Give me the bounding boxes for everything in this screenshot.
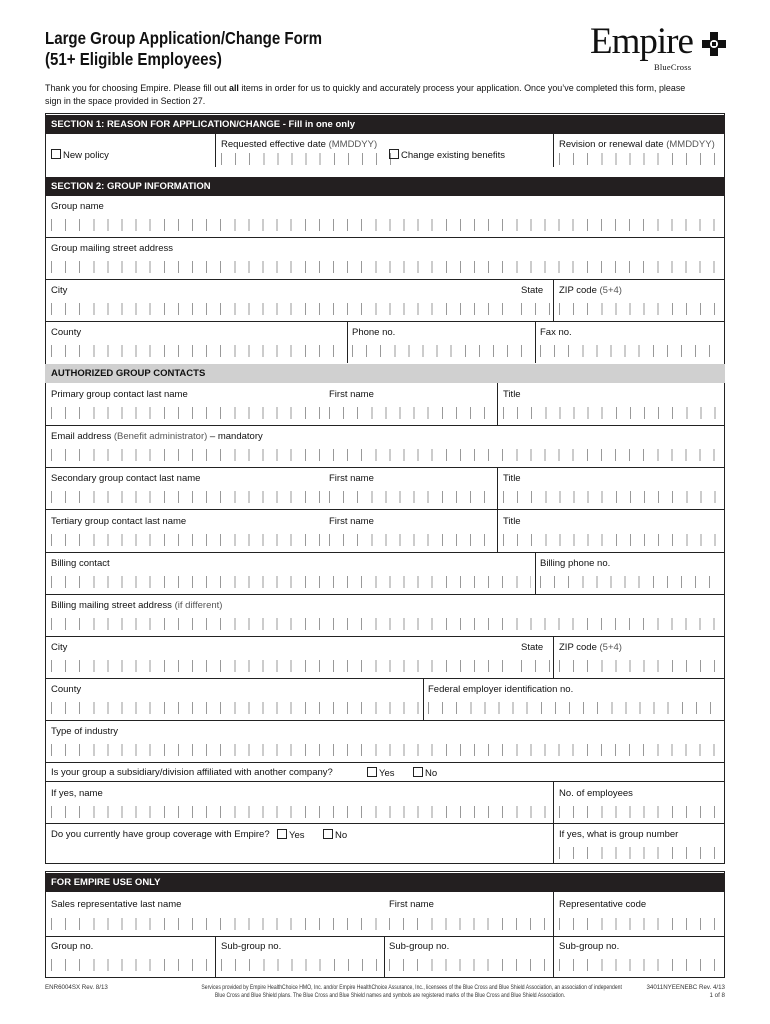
row-divider: [45, 720, 725, 721]
affiliate-name-field[interactable]: [51, 806, 549, 818]
street-label: Group mailing street address: [51, 243, 173, 254]
city-label: City: [51, 285, 68, 296]
zip-format: (5+4): [599, 285, 622, 296]
footer-disclaimer-line2: Blue Cross and Blue Shield plans. The Blue Cross and Blue Shield names and symbols are registered marks of the Blue Cross and Blue Shield Association.: [214, 992, 566, 999]
zip-text: ZIP code: [559, 285, 597, 296]
subgroup-1-field[interactable]: [221, 959, 381, 971]
county-field[interactable]: [51, 345, 341, 357]
footer-revision: 34011NYEENEBC Rev. 4/13: [646, 984, 725, 991]
date-format: (MMDDYY): [666, 139, 715, 150]
fax-label: Fax no.: [540, 327, 572, 338]
street-field[interactable]: [51, 261, 719, 273]
divider: [553, 936, 554, 978]
subgroup-1-label: Sub-group no.: [221, 941, 282, 952]
sales-first-name-field[interactable]: [389, 918, 549, 930]
row-divider: [45, 321, 725, 322]
affiliate-name-label: If yes, name: [51, 788, 103, 799]
change-benefits-checkbox[interactable]: [389, 149, 399, 159]
revision-date-label: [559, 139, 715, 151]
divider: [535, 321, 536, 363]
footer-disclaimer-line1: Services provided by Empire HealthChoice HMO, Inc. and/or Empire HealthChoice Assurance, Inc., licensees of the Blue Cross and Blue Shield Association, an association of independent: [201, 984, 622, 991]
intro-text-a: Thank you for choosing Empire. Please fill out: [45, 83, 229, 94]
footer-right: [620, 984, 725, 1000]
email-label: [51, 431, 263, 443]
secondary-last-name-field[interactable]: [51, 491, 321, 503]
coverage-yes-label: Yes: [289, 830, 305, 841]
email-note: (Benefit administrator): [113, 431, 208, 442]
form-main: [45, 113, 725, 864]
fein-field[interactable]: [428, 702, 718, 714]
billing-zip-field[interactable]: [559, 660, 719, 672]
footer-form-code: ENR6004SX Rev. 8/13: [45, 984, 108, 991]
logo-subtext: BlueCross: [654, 62, 692, 72]
coverage-no-checkbox[interactable]: [323, 829, 333, 839]
tertiary-last-name-label: Tertiary group contact last name: [51, 516, 187, 527]
divider: [497, 467, 498, 509]
title-line-1: Large Group Application/Change Form: [45, 28, 323, 48]
tertiary-first-name-label: First name: [329, 516, 374, 527]
phone-field[interactable]: [352, 345, 532, 357]
divider: [553, 781, 554, 823]
group-number-label: If yes, what is group number: [559, 829, 679, 840]
row-divider: [45, 762, 725, 763]
requested-date-field[interactable]: [221, 153, 391, 165]
section-2-header: SECTION 2: GROUP INFORMATION: [45, 177, 725, 196]
billing-zip-format: (5+4): [599, 642, 622, 653]
billing-state-label: State: [521, 642, 544, 653]
sales-first-name-label: First name: [389, 899, 434, 910]
secondary-title-label: Title: [503, 473, 521, 484]
tertiary-title-label: Title: [503, 516, 521, 527]
state-label: State: [521, 285, 544, 296]
row-divider: [45, 678, 725, 679]
row-divider: [45, 425, 725, 426]
group-name-field[interactable]: [51, 219, 719, 231]
tertiary-first-name-field[interactable]: [329, 534, 495, 546]
divider: [423, 678, 424, 720]
subsidiary-no-label: No: [425, 768, 438, 779]
state-field[interactable]: [521, 303, 551, 315]
billing-county-label: County: [51, 684, 82, 695]
subsidiary-yes-label: Yes: [379, 768, 395, 779]
coverage-question: Do you currently have group coverage with Empire?: [51, 829, 270, 840]
sales-rep-field[interactable]: [51, 918, 381, 930]
row-divider: [45, 237, 725, 238]
intro-text-bold: all: [228, 83, 239, 94]
subsidiary-no[interactable]: [413, 767, 437, 780]
rep-code-label: Representative code: [559, 899, 647, 910]
city-field[interactable]: [51, 303, 515, 315]
logo-wordmark: Empire: [590, 21, 693, 62]
requested-date-text: Requested effective date: [221, 139, 326, 150]
footer-disclaimer: [160, 984, 620, 1000]
section-1-header: SECTION 1: REASON FOR APPLICATION/CHANGE - Fill in one only: [45, 115, 725, 134]
primary-first-name-field[interactable]: [329, 407, 495, 419]
row-divider: [45, 936, 725, 937]
subgroup-3-field[interactable]: [559, 959, 719, 971]
divider: [215, 936, 216, 978]
divider: [497, 383, 498, 425]
billing-street-text: Billing mailing street address: [51, 600, 172, 611]
group-name-label: Group name: [51, 201, 104, 212]
page-number: 1 of 8: [709, 992, 725, 999]
coverage-yes-checkbox[interactable]: [277, 829, 287, 839]
change-benefits-label: Change existing benefits: [401, 150, 506, 161]
secondary-title-field[interactable]: [503, 491, 719, 503]
title-line-2: (51+ Eligible Employees): [45, 49, 222, 69]
divider: [553, 636, 554, 678]
form-title: [45, 28, 322, 70]
requested-date-label: [221, 139, 377, 151]
row-divider: [45, 279, 725, 280]
new-policy-checkbox[interactable]: [51, 149, 61, 159]
billing-contact-field[interactable]: [51, 576, 531, 588]
revision-date-field[interactable]: [559, 153, 719, 165]
coverage-no-label: No: [335, 830, 348, 841]
divider: [553, 823, 554, 864]
secondary-last-name-label: Secondary group contact last name: [51, 473, 201, 484]
divider: [553, 279, 554, 321]
row-divider: [45, 781, 725, 782]
billing-state-field[interactable]: [521, 660, 551, 672]
new-policy-option[interactable]: [51, 149, 109, 162]
num-employees-label: No. of employees: [559, 788, 633, 799]
billing-phone-label: Billing phone no.: [540, 558, 611, 569]
row-divider: [45, 636, 725, 637]
revision-date-text: Revision or renewal date: [559, 139, 664, 150]
billing-zip-label: [559, 642, 622, 654]
row-divider: [45, 552, 725, 553]
primary-first-name-label: First name: [329, 389, 374, 400]
group-no-label: Group no.: [51, 941, 94, 952]
billing-street-note: (if different): [174, 600, 223, 611]
group-no-field[interactable]: [51, 959, 211, 971]
tertiary-last-name-field[interactable]: [51, 534, 321, 546]
email-required: – mandatory: [207, 431, 263, 442]
billing-city-label: City: [51, 642, 68, 653]
phone-label: Phone no.: [352, 327, 396, 338]
primary-last-name-field[interactable]: [51, 407, 321, 419]
intro-paragraph: [45, 82, 696, 108]
billing-zip-text: ZIP code: [559, 642, 597, 653]
row-divider: [45, 467, 725, 468]
billing-phone-field[interactable]: [540, 576, 720, 588]
divider: [553, 892, 554, 936]
blue-cross-icon: [702, 32, 726, 56]
row-divider: [45, 823, 725, 824]
industry-label: Type of industry: [51, 726, 119, 737]
sales-rep-label: Sales representative last name: [51, 899, 182, 910]
subsidiary-yes-checkbox[interactable]: [367, 767, 377, 777]
billing-street-label: [51, 600, 222, 612]
billing-county-field[interactable]: [51, 702, 421, 714]
change-benefits-option[interactable]: [389, 149, 505, 162]
primary-last-name-label: Primary group contact last name: [51, 389, 188, 400]
coverage-yes[interactable]: [277, 829, 305, 842]
billing-contact-label: Billing contact: [51, 558, 110, 569]
divider: [347, 321, 348, 363]
new-policy-label: New policy: [63, 150, 109, 161]
primary-title-label: Title: [503, 389, 521, 400]
divider: [384, 936, 385, 978]
zip-field[interactable]: [559, 303, 719, 315]
divider: [215, 134, 216, 167]
fax-field[interactable]: [540, 345, 720, 357]
subsidiary-yes[interactable]: [367, 767, 395, 780]
billing-street-field[interactable]: [51, 618, 719, 630]
secondary-first-name-label: First name: [329, 473, 374, 484]
divider: [553, 134, 554, 167]
email-field[interactable]: [51, 449, 719, 461]
email-text: Email address: [51, 431, 112, 442]
empire-use-only: [45, 871, 725, 978]
empire-use-header: FOR EMPIRE USE ONLY: [45, 873, 725, 892]
empire-logo: [588, 21, 728, 74]
fein-label: Federal employer identification no.: [428, 684, 574, 695]
zip-label: [559, 285, 622, 297]
row-divider: [45, 509, 725, 510]
row-divider: [45, 594, 725, 595]
subsidiary-no-checkbox[interactable]: [413, 767, 423, 777]
subgroup-2-field[interactable]: [389, 959, 549, 971]
secondary-first-name-field[interactable]: [329, 491, 495, 503]
subgroup-2-label: Sub-group no.: [389, 941, 450, 952]
group-number-field[interactable]: [559, 847, 719, 859]
divider: [497, 509, 498, 552]
subgroup-3-label: Sub-group no.: [559, 941, 620, 952]
intro-text-b: items in order for us to quickly and accurately process your application. Once you’ve completed this form, please sign in the space provided in Section 27.: [45, 83, 686, 107]
rep-code-field[interactable]: [559, 918, 719, 930]
subsidiary-question: Is your group a subsidiary/division affiliated with another company?: [51, 767, 333, 778]
billing-city-field[interactable]: [51, 660, 515, 672]
divider: [535, 552, 536, 594]
date-format: (MMDDYY): [328, 139, 378, 150]
num-employees-field[interactable]: [559, 806, 719, 818]
coverage-no[interactable]: [323, 829, 347, 842]
industry-field[interactable]: [51, 744, 719, 756]
authorized-contacts-header: AUTHORIZED GROUP CONTACTS: [45, 364, 725, 383]
primary-title-field[interactable]: [503, 407, 719, 419]
county-label: County: [51, 327, 82, 338]
tertiary-title-field[interactable]: [503, 534, 719, 546]
